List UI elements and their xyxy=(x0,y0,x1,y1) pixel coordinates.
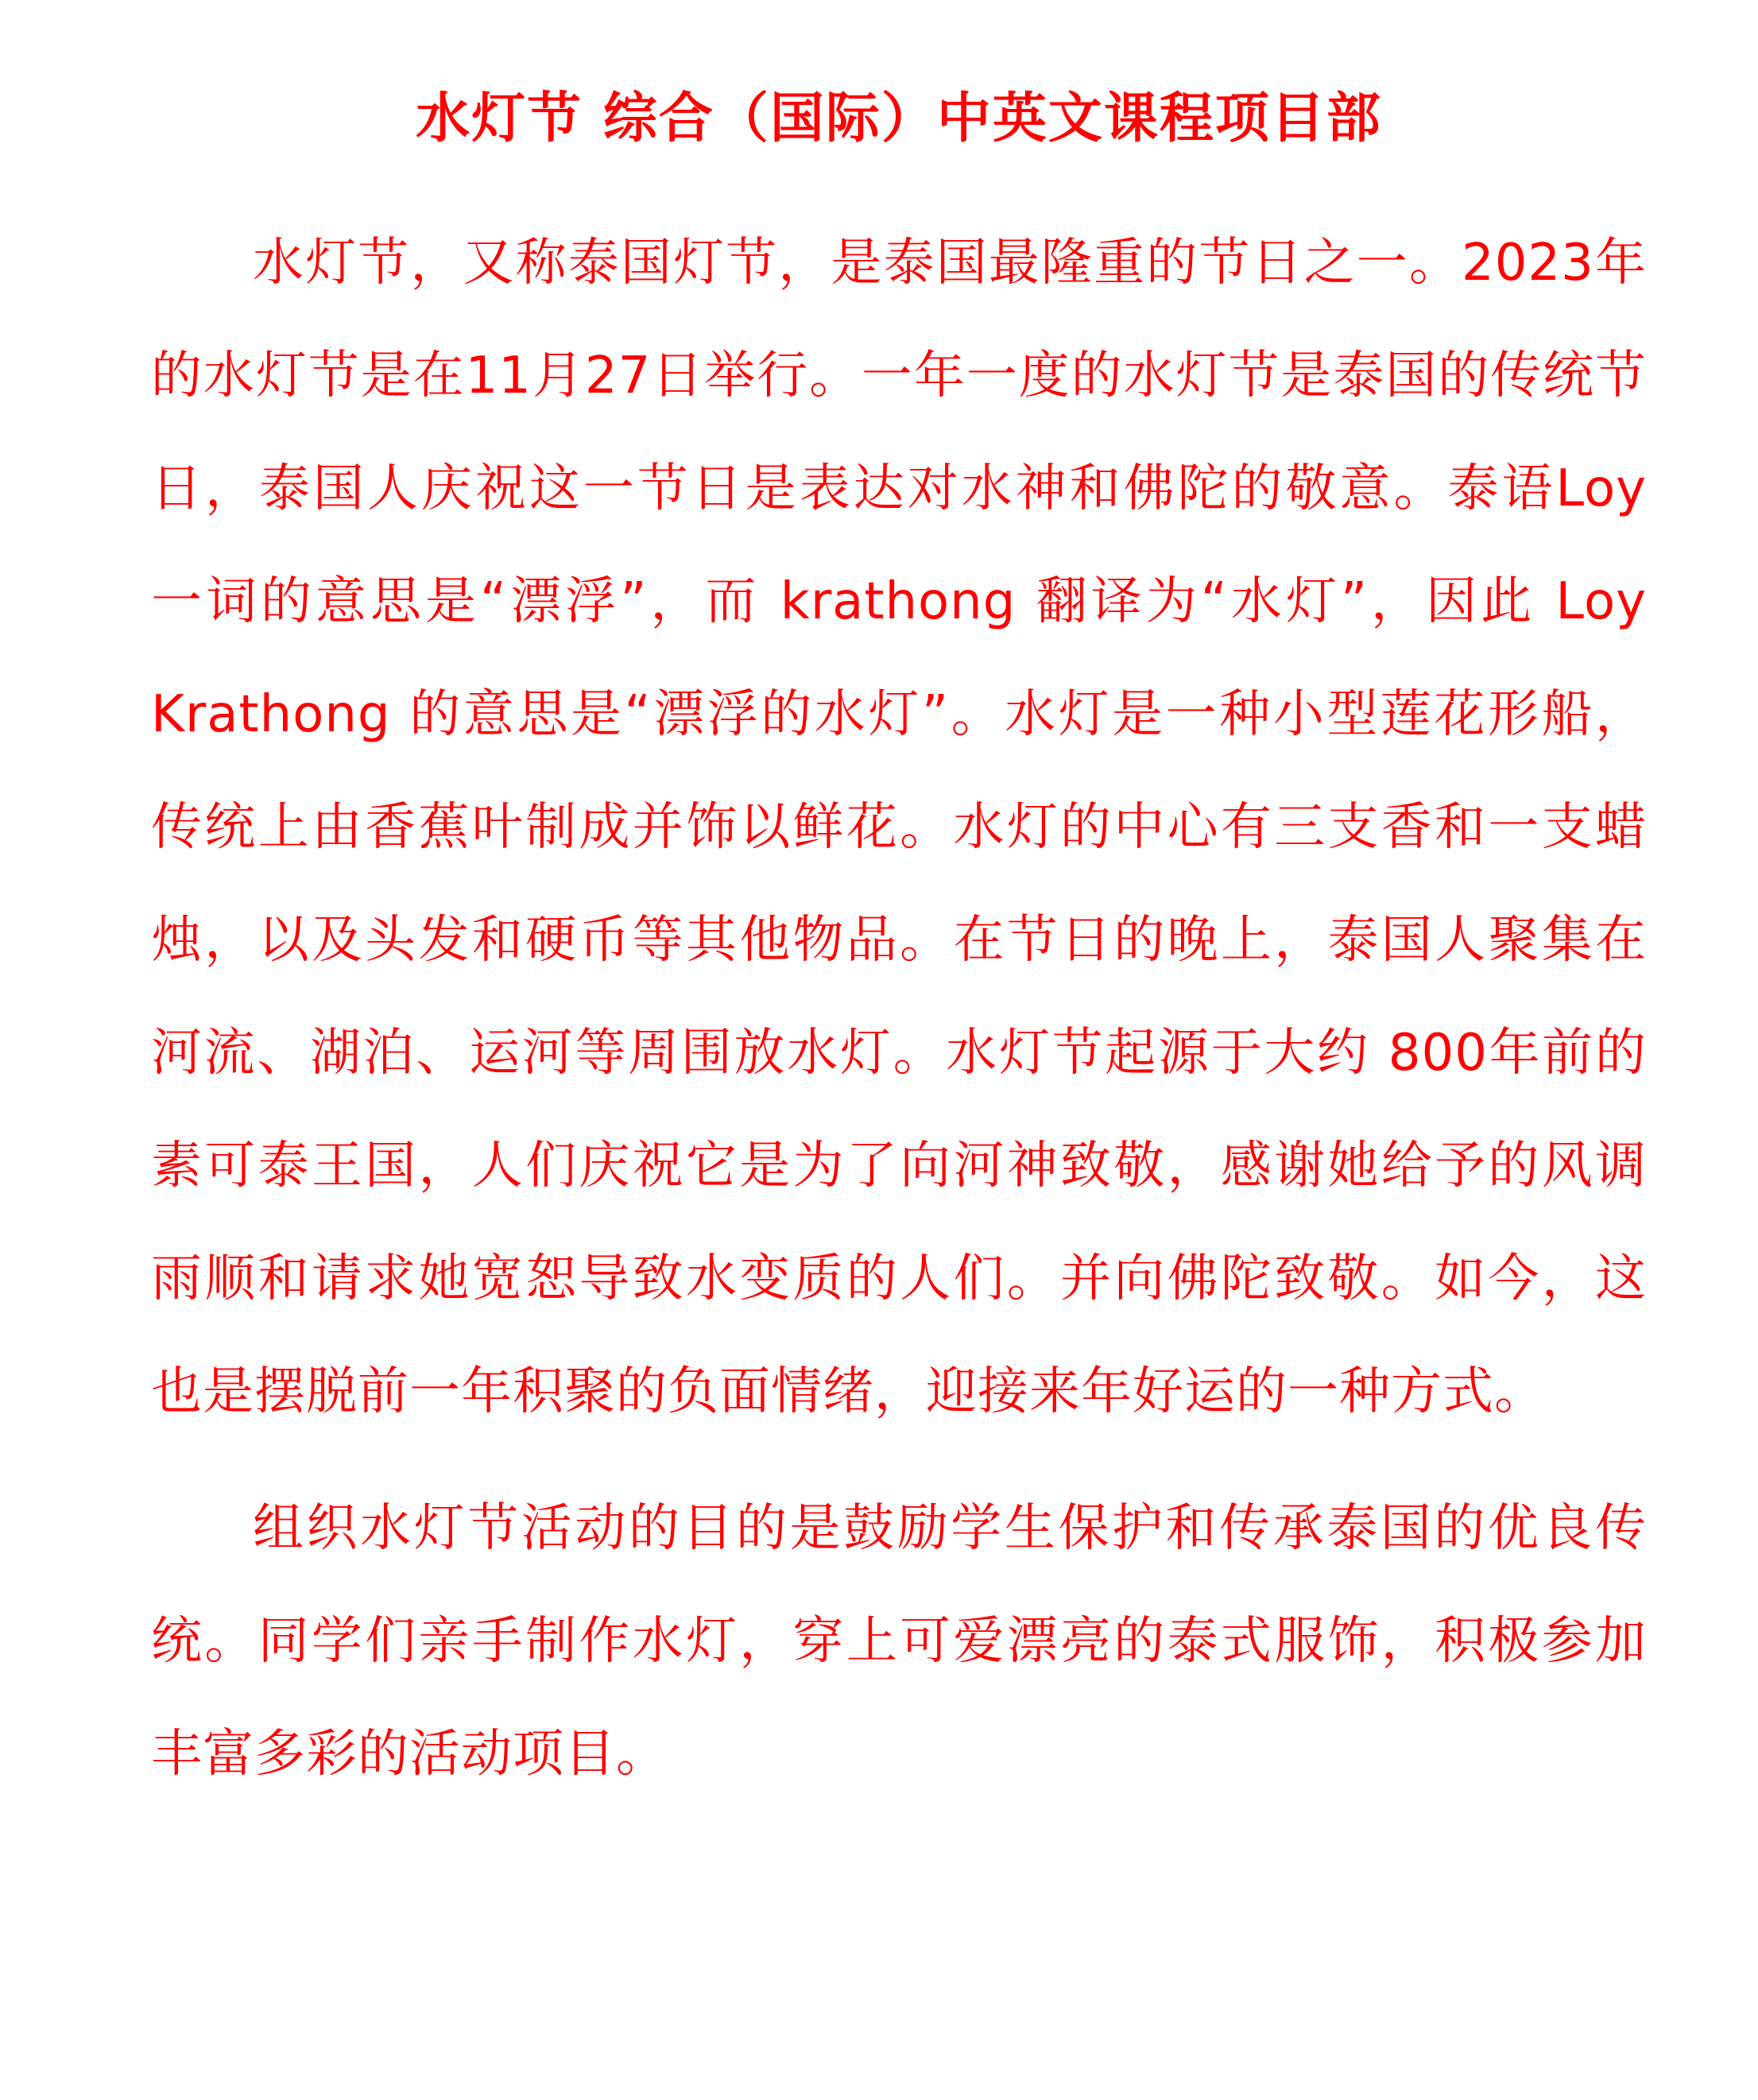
paragraph-purpose: 组织水灯节活动的目的是鼓励学生保护和传承泰国的优良传统。同学们亲手制作水灯，穿上可爱漂亮的泰式服饰，积极参加丰富多彩的活动项目。 xyxy=(151,1499,1647,1784)
paragraph-intro: 水灯节，又称泰国灯节，是泰国最隆重的节日之一。2023年的水灯节是在11月27日举行。一年一度的水灯节是泰国的传统节日，泰国人庆祝这一节日是表达对水神和佛陀的敬意。泰语Loy 一词的意思是“漂浮”，而 krathong 翻译为“水灯”，因此 Loy Krathong 的意思是“漂浮的水灯”。水灯是一种小型莲花形船，传统上由香蕉叶制成并饰以鲜花。水灯的中心有三支香和一支蜡烛，以及头发和硬币等其他物品。在节日的晚上，泰国人聚集在河流、湖泊、运河等周围放水灯。水灯节起源于大约 800年前的素可泰王国，人们庆祝它是为了向河神致敬，感谢她给予的风调雨顺和请求她宽恕导致水变质的人们。并向佛陀致敬。如今，这也是摆脱前一年积聚的负面情绪，迎接来年好运的一种方式。 xyxy=(151,234,1647,1421)
document-title: 水灯节 综合（国际）中英文课程项目部 xyxy=(416,87,1382,150)
